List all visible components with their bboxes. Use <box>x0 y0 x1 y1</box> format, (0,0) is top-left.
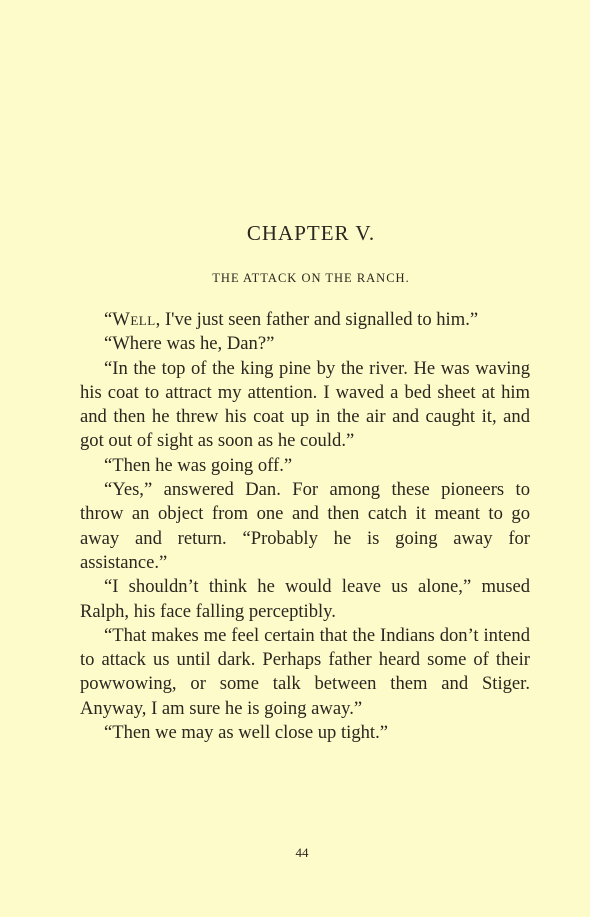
paragraph: “Yes,” answered Dan. For among these pioneers to throw an object from one and then catch it meant to go away and return. “Probably he is going away for assistance.” <box>80 479 530 573</box>
chapter-heading: CHAPTER V. <box>246 221 376 245</box>
paragraph: “Then we may as well close up tight.” <box>104 722 388 744</box>
paragraph: “In the top of the king pine by the river. He was waving his coat to attract my attention. I waved a bed sheet at him and then he threw his coat up in the air and caught it, and got out of sight as soon as he could.” <box>80 357 530 452</box>
page-number: 44 <box>295 845 309 860</box>
paragraph: “Then he was going off.” <box>104 454 293 476</box>
chapter-title: THE ATTACK ON THE RANCH. <box>212 271 410 285</box>
paragraph <box>80 308 530 332</box>
chapter-body <box>80 308 530 745</box>
paragraph: “Where was he, Dan?” <box>104 333 275 355</box>
paragraph: “I shouldn’t think he would leave us alone,” mused Ralph, his face falling perceptibly. <box>80 576 530 622</box>
paragraph-text: , I've just seen father and signalled to him.” <box>155 309 479 330</box>
paragraph: “That makes me feel certain that the Indians don’t intend to attack us until dark. Perhaps father heard some of their powwowing, or some talk between them and Stiger. Anyway, I am sure he is going away.” <box>80 624 530 719</box>
paragraph-lead: “ <box>104 309 113 330</box>
paragraph-smallcaps: Well <box>112 309 156 330</box>
